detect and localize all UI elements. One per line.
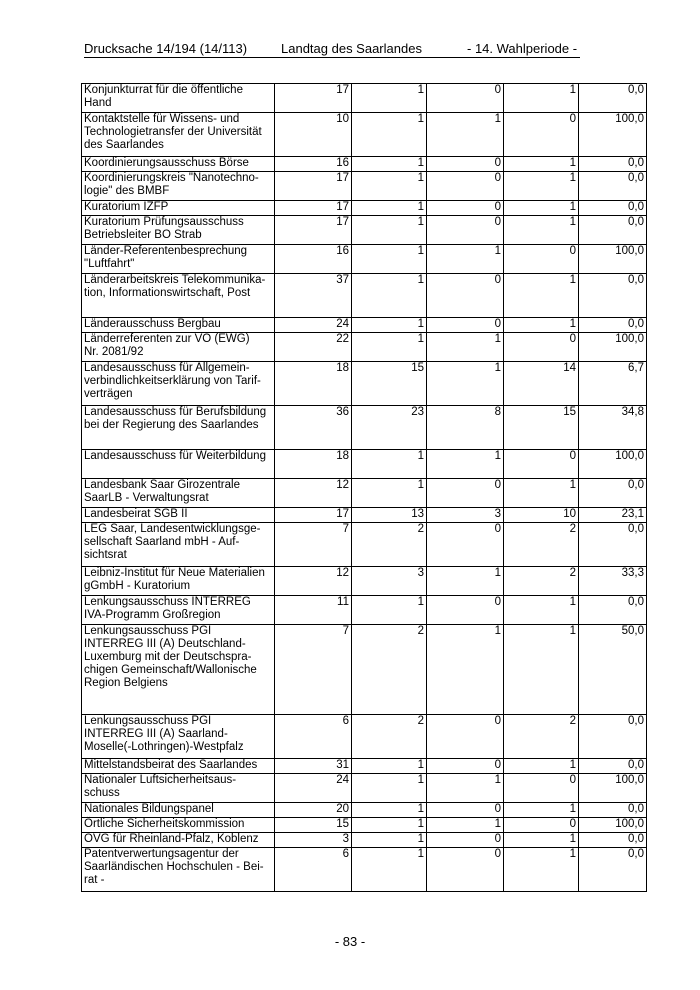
value-cell-col4: 1	[504, 201, 579, 216]
committee-name-cell: Landesausschuss für Allgemein- verbindlichkeitserklärung von Tarif- verträgen	[82, 362, 275, 406]
value-cell-col2: 23	[352, 406, 427, 450]
value-cell-col3: 0	[427, 201, 504, 216]
committee-name-cell: Koordinierungskreis "Nanotechno- logie" des BMBF	[82, 172, 275, 201]
value-cell-col2: 1	[352, 201, 427, 216]
committee-name-cell: Kuratorium Prüfungsausschuss Betriebsleiter BO Strab	[82, 216, 275, 245]
value-cell-col2: 1	[352, 596, 427, 625]
value-cell-col4: 1	[504, 596, 579, 625]
value-cell-col2: 1	[352, 157, 427, 172]
value-cell-col5: 100,0	[579, 818, 647, 833]
value-cell-col3: 0	[427, 274, 504, 318]
value-cell-col1: 10	[275, 113, 352, 157]
value-cell-col3: 1	[427, 245, 504, 274]
value-cell-col5: 0,0	[579, 596, 647, 625]
page-number: - 83 -	[334, 934, 366, 949]
value-cell-col1: 6	[275, 848, 352, 892]
value-cell-col5: 34,8	[579, 406, 647, 450]
value-cell-col3: 1	[427, 567, 504, 596]
value-cell-col5: 0,0	[579, 479, 647, 508]
value-cell-col2: 1	[352, 172, 427, 201]
value-cell-col2: 1	[352, 833, 427, 848]
value-cell-col2: 1	[352, 803, 427, 818]
value-cell-col2: 1	[352, 774, 427, 803]
committee-name-cell: Kontaktstelle für Wissens- und Technologietransfer der Universität des Saarlandes	[82, 113, 275, 157]
table-row	[82, 596, 647, 625]
value-cell-col3: 0	[427, 523, 504, 567]
value-cell-col5: 100,0	[579, 245, 647, 274]
committee-name-cell: Kuratorium IZFP	[82, 201, 275, 216]
legislative-period: - 14. Wahlperiode -	[467, 41, 578, 56]
value-cell-col5: 100,0	[579, 113, 647, 157]
value-cell-col1: 15	[275, 818, 352, 833]
value-cell-col5: 0,0	[579, 833, 647, 848]
value-cell-col3: 0	[427, 172, 504, 201]
value-cell-col4: 1	[504, 479, 579, 508]
value-cell-col3: 0	[427, 479, 504, 508]
value-cell-col1: 17	[275, 216, 352, 245]
committee-name-cell: Koordinierungsausschuss Börse	[82, 157, 275, 172]
committee-name-cell: Mittelstandsbeirat des Saarlandes	[82, 759, 275, 774]
value-cell-col4: 1	[504, 84, 579, 113]
table-row	[82, 479, 647, 508]
value-cell-col5: 100,0	[579, 333, 647, 362]
value-cell-col5: 0,0	[579, 201, 647, 216]
value-cell-col4: 1	[504, 625, 579, 715]
value-cell-col5: 0,0	[579, 274, 647, 318]
value-cell-col3: 0	[427, 715, 504, 759]
committee-name-cell: Konjunkturrat für die öffentliche Hand	[82, 84, 275, 113]
value-cell-col4: 15	[504, 406, 579, 450]
value-cell-col1: 17	[275, 201, 352, 216]
table-row	[82, 157, 647, 172]
table-row	[82, 833, 647, 848]
table-row	[82, 450, 647, 479]
value-cell-col2: 3	[352, 567, 427, 596]
value-cell-col5: 0,0	[579, 523, 647, 567]
committee-name-cell: Landesbank Saar Girozentrale SaarLB - Verwaltungsrat	[82, 479, 275, 508]
value-cell-col3: 1	[427, 450, 504, 479]
value-cell-col3: 0	[427, 759, 504, 774]
value-cell-col1: 37	[275, 274, 352, 318]
table-row	[82, 818, 647, 833]
value-cell-col3: 0	[427, 803, 504, 818]
value-cell-col3: 3	[427, 508, 504, 523]
table-row	[82, 274, 647, 318]
committee-name-cell: Lenkungsausschuss PGI INTERREG III (A) Deutschland- Luxemburg mit der Deutschspra- chigen Gemeinschaft/Wallonische Region Belgiens	[82, 625, 275, 715]
value-cell-col5: 0,0	[579, 84, 647, 113]
value-cell-col5: 0,0	[579, 216, 647, 245]
value-cell-col1: 24	[275, 774, 352, 803]
value-cell-col1: 16	[275, 245, 352, 274]
value-cell-col1: 31	[275, 759, 352, 774]
value-cell-col1: 22	[275, 333, 352, 362]
value-cell-col3: 1	[427, 774, 504, 803]
table-row	[82, 201, 647, 216]
committee-table-body	[82, 84, 647, 892]
table-row	[82, 803, 647, 818]
value-cell-col1: 7	[275, 523, 352, 567]
value-cell-col5: 33,3	[579, 567, 647, 596]
value-cell-col5: 0,0	[579, 172, 647, 201]
value-cell-col5: 0,0	[579, 318, 647, 333]
value-cell-col2: 13	[352, 508, 427, 523]
value-cell-col2: 1	[352, 333, 427, 362]
value-cell-col3: 1	[427, 625, 504, 715]
value-cell-col4: 1	[504, 848, 579, 892]
table-row	[82, 113, 647, 157]
page-header	[84, 40, 580, 58]
committee-name-cell: Nationaler Luftsicherheitsaus- schuss	[82, 774, 275, 803]
value-cell-col2: 1	[352, 848, 427, 892]
value-cell-col1: 11	[275, 596, 352, 625]
value-cell-col4: 1	[504, 833, 579, 848]
committee-name-cell: Landesausschuss für Weiterbildung	[82, 450, 275, 479]
value-cell-col4: 0	[504, 774, 579, 803]
publisher-name: Landtag des Saarlandes	[281, 41, 422, 56]
value-cell-col4: 1	[504, 759, 579, 774]
value-cell-col3: 1	[427, 113, 504, 157]
value-cell-col5: 23,1	[579, 508, 647, 523]
committee-name-cell: Länderreferenten zur VO (EWG) Nr. 2081/92	[82, 333, 275, 362]
committee-name-cell: Länder-Referentenbesprechung "Luftfahrt"	[82, 245, 275, 274]
committee-name-cell: OVG für Rheinland-Pfalz, Koblenz	[82, 833, 275, 848]
value-cell-col1: 7	[275, 625, 352, 715]
value-cell-col2: 1	[352, 479, 427, 508]
value-cell-col2: 1	[352, 318, 427, 333]
value-cell-col5: 0,0	[579, 157, 647, 172]
value-cell-col4: 2	[504, 567, 579, 596]
value-cell-col1: 3	[275, 833, 352, 848]
committee-name-cell: Örtliche Sicherheitskommission	[82, 818, 275, 833]
value-cell-col1: 12	[275, 479, 352, 508]
committee-name-cell: Leibniz-Institut für Neue Materialien gGmbH - Kuratorium	[82, 567, 275, 596]
value-cell-col4: 1	[504, 157, 579, 172]
value-cell-col4: 1	[504, 172, 579, 201]
value-cell-col4: 0	[504, 450, 579, 479]
value-cell-col3: 0	[427, 84, 504, 113]
value-cell-col2: 1	[352, 450, 427, 479]
value-cell-col1: 17	[275, 172, 352, 201]
value-cell-col1: 16	[275, 157, 352, 172]
value-cell-col1: 24	[275, 318, 352, 333]
value-cell-col2: 1	[352, 84, 427, 113]
value-cell-col3: 1	[427, 333, 504, 362]
table-row	[82, 625, 647, 715]
value-cell-col5: 100,0	[579, 450, 647, 479]
value-cell-col2: 1	[352, 818, 427, 833]
value-cell-col3: 1	[427, 818, 504, 833]
value-cell-col4: 0	[504, 245, 579, 274]
value-cell-col2: 1	[352, 216, 427, 245]
value-cell-col1: 36	[275, 406, 352, 450]
table-row	[82, 759, 647, 774]
committee-name-cell: Patentverwertungsagentur der Saarländischen Hochschulen - Bei- rat -	[82, 848, 275, 892]
committee-name-cell: Länderausschuss Bergbau	[82, 318, 275, 333]
value-cell-col4: 1	[504, 803, 579, 818]
committee-name-cell: Landesbeirat SGB II	[82, 508, 275, 523]
committee-name-cell: Länderarbeitskreis Telekommunika- tion, Informationswirtschaft, Post	[82, 274, 275, 318]
value-cell-col1: 20	[275, 803, 352, 818]
table-row	[82, 715, 647, 759]
table-row	[82, 333, 647, 362]
committee-name-cell: Nationales Bildungspanel	[82, 803, 275, 818]
table-row	[82, 406, 647, 450]
value-cell-col1: 18	[275, 450, 352, 479]
value-cell-col3: 8	[427, 406, 504, 450]
table-row	[82, 172, 647, 201]
value-cell-col1: 12	[275, 567, 352, 596]
committee-name-cell: LEG Saar, Landesentwicklungsge- sellschaft Saarland mbH - Auf- sichtsrat	[82, 523, 275, 567]
value-cell-col3: 1	[427, 362, 504, 406]
table-row	[82, 318, 647, 333]
committee-name-cell: Lenkungsausschuss INTERREG IVA-Programm Großregion	[82, 596, 275, 625]
table-row	[82, 774, 647, 803]
table-row	[82, 567, 647, 596]
value-cell-col2: 1	[352, 113, 427, 157]
value-cell-col4: 2	[504, 523, 579, 567]
value-cell-col4: 2	[504, 715, 579, 759]
value-cell-col5: 0,0	[579, 848, 647, 892]
value-cell-col5: 100,0	[579, 774, 647, 803]
committee-name-cell: Lenkungsausschuss PGI INTERREG III (A) Saarland- Moselle(-Lothringen)-Westpfalz	[82, 715, 275, 759]
value-cell-col4: 0	[504, 818, 579, 833]
value-cell-col3: 0	[427, 596, 504, 625]
table-row	[82, 508, 647, 523]
value-cell-col2: 15	[352, 362, 427, 406]
value-cell-col4: 1	[504, 318, 579, 333]
value-cell-col2: 1	[352, 274, 427, 318]
value-cell-col3: 0	[427, 318, 504, 333]
value-cell-col4: 14	[504, 362, 579, 406]
value-cell-col1: 17	[275, 84, 352, 113]
value-cell-col3: 0	[427, 157, 504, 172]
value-cell-col2: 1	[352, 759, 427, 774]
value-cell-col4: 1	[504, 274, 579, 318]
value-cell-col5: 50,0	[579, 625, 647, 715]
value-cell-col1: 18	[275, 362, 352, 406]
value-cell-col1: 6	[275, 715, 352, 759]
value-cell-col4: 1	[504, 216, 579, 245]
value-cell-col2: 1	[352, 245, 427, 274]
value-cell-col3: 0	[427, 216, 504, 245]
value-cell-col5: 0,0	[579, 759, 647, 774]
value-cell-col5: 0,0	[579, 715, 647, 759]
document-number: Drucksache 14/194 (14/113)	[84, 41, 248, 56]
value-cell-col2: 2	[352, 625, 427, 715]
table-row	[82, 848, 647, 892]
committee-name-cell: Landesausschuss für Berufsbildung bei der Regierung des Saarlandes	[82, 406, 275, 450]
value-cell-col5: 0,0	[579, 803, 647, 818]
table-row	[82, 84, 647, 113]
value-cell-col3: 0	[427, 848, 504, 892]
value-cell-col4: 0	[504, 333, 579, 362]
value-cell-col5: 6,7	[579, 362, 647, 406]
committee-table	[81, 83, 647, 892]
value-cell-col2: 2	[352, 715, 427, 759]
value-cell-col3: 0	[427, 833, 504, 848]
table-row	[82, 523, 647, 567]
value-cell-col4: 0	[504, 113, 579, 157]
value-cell-col4: 10	[504, 508, 579, 523]
table-row	[82, 362, 647, 406]
table-row	[82, 245, 647, 274]
value-cell-col1: 17	[275, 508, 352, 523]
value-cell-col2: 2	[352, 523, 427, 567]
table-row	[82, 216, 647, 245]
